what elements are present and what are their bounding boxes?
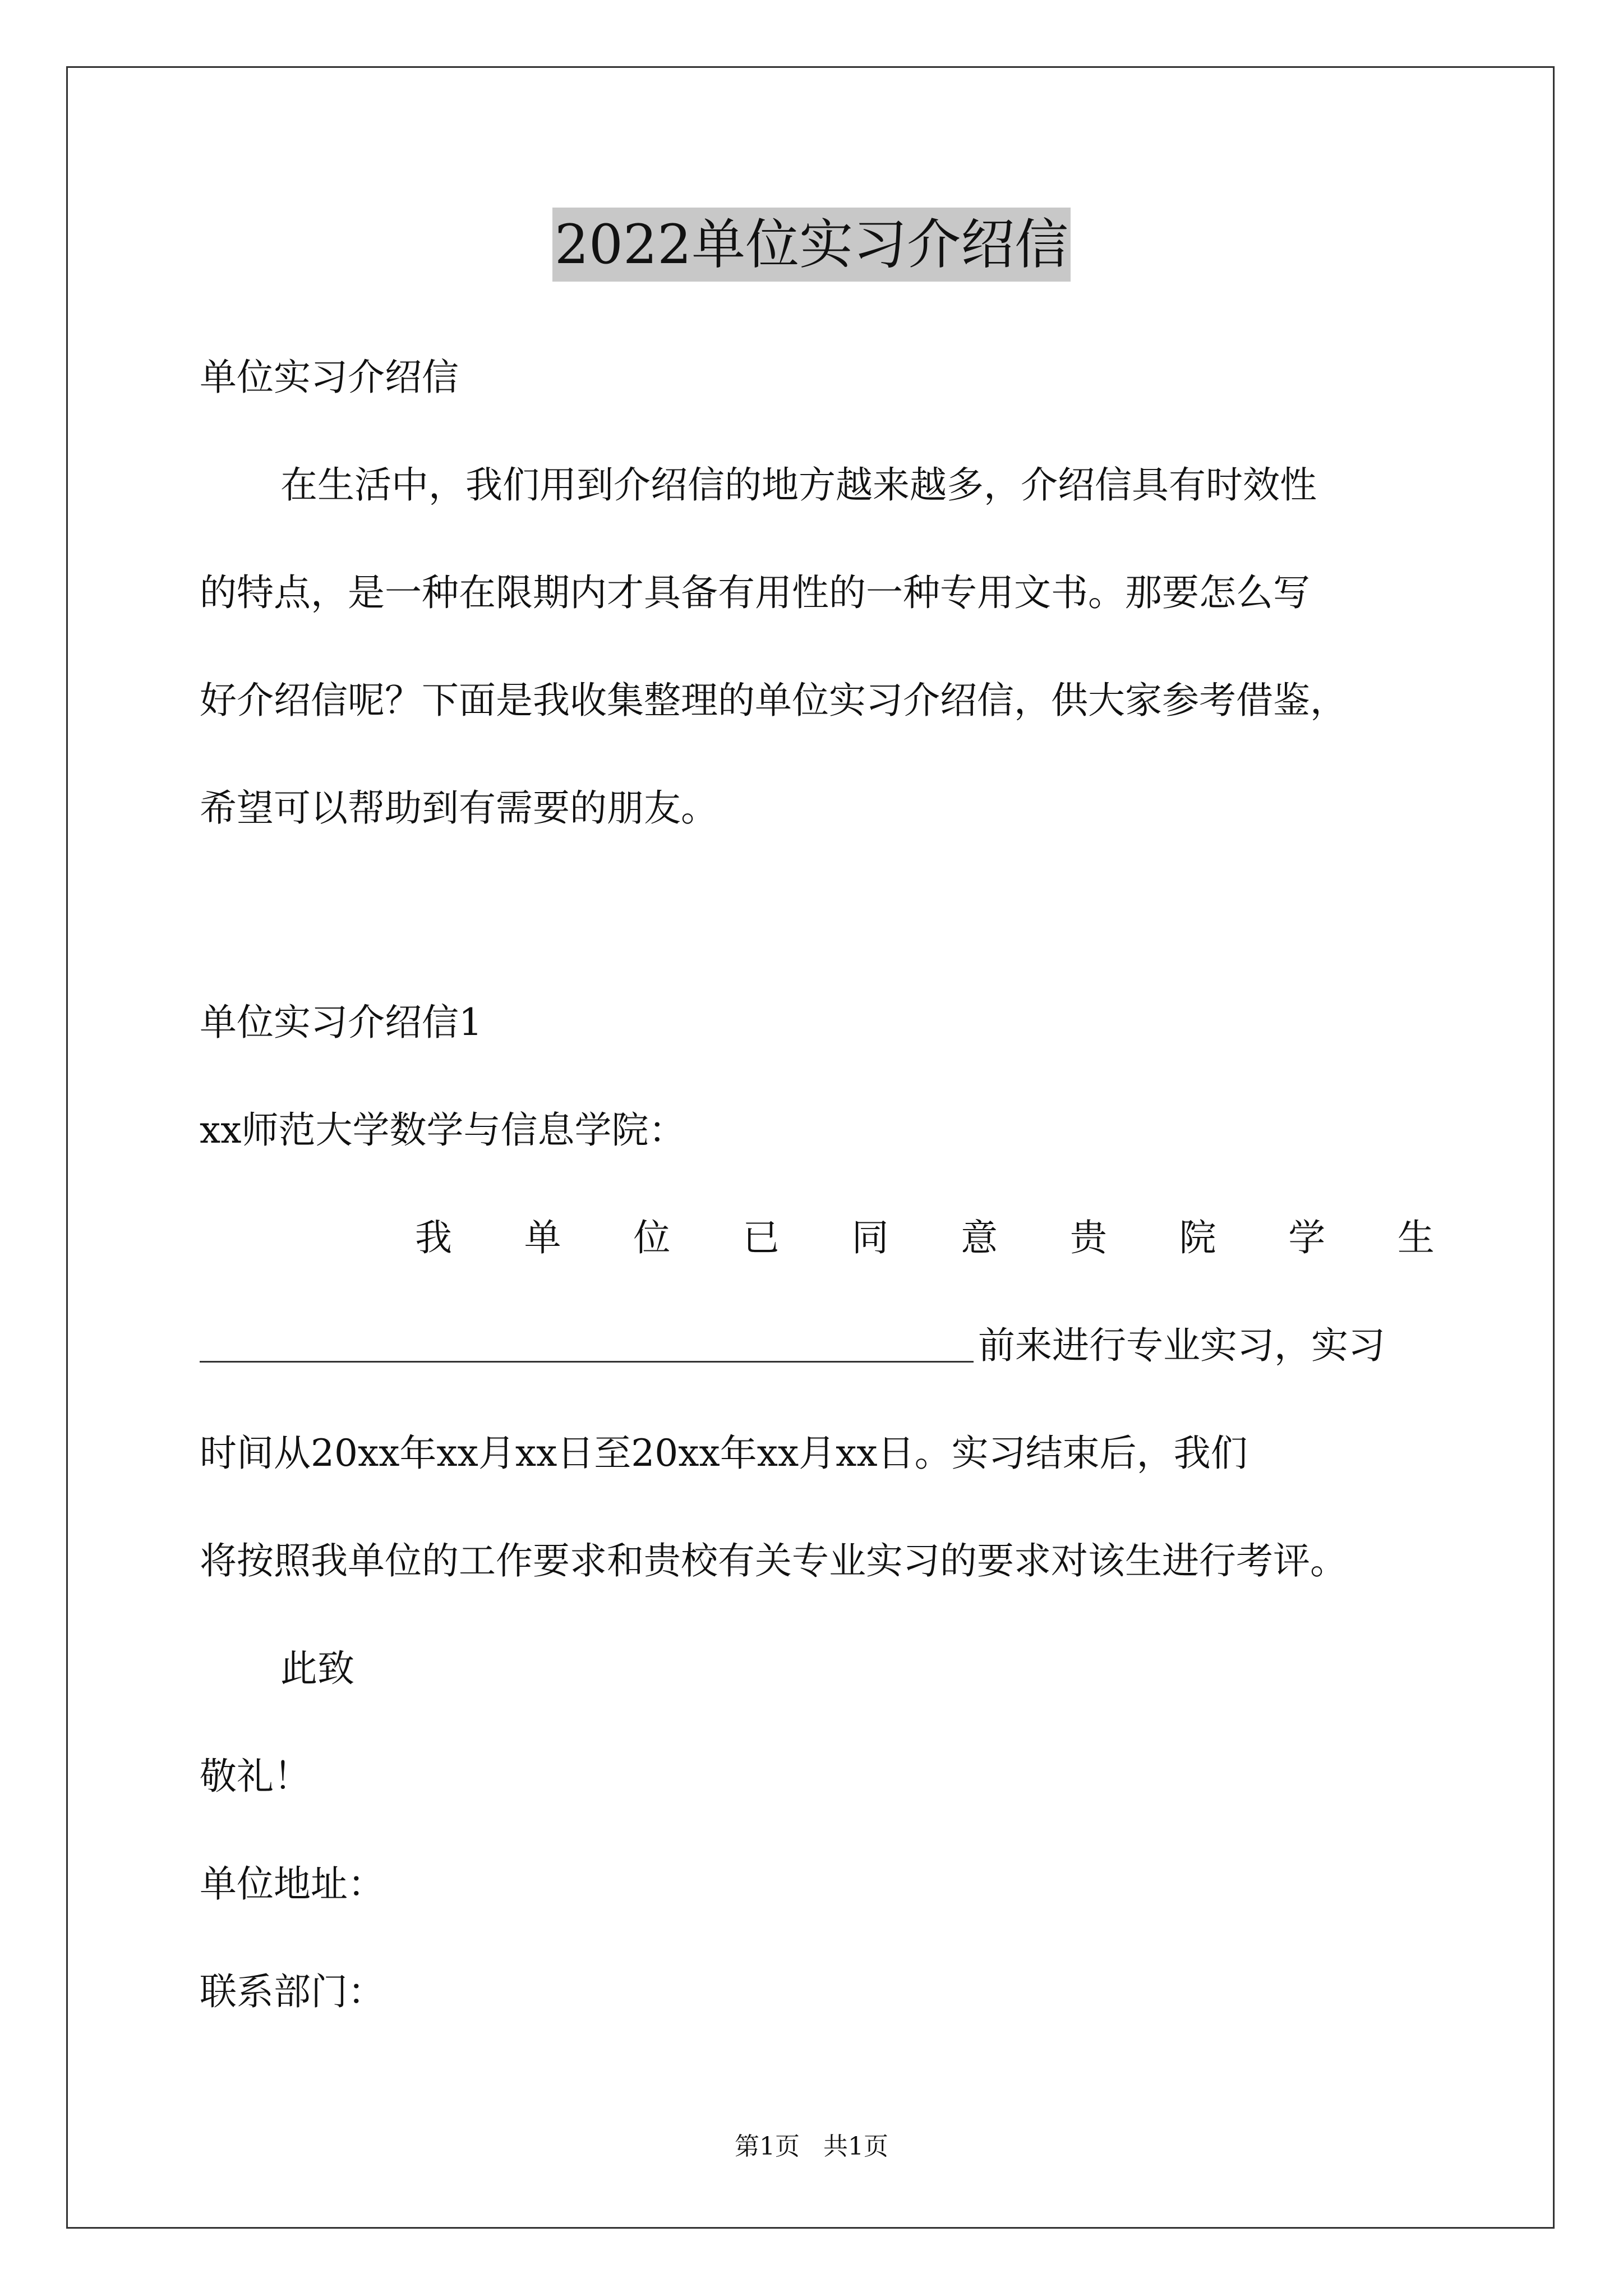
body-line-1: 时间从20xx年xx月xx日至20xx年xx月xx日。实习结束后，我们 [200,1432,1248,1475]
intro-line-4: 希望可以帮助到有需要的朋友。 [200,786,718,830]
body-line-after-blank: 前来进行专业实习，实习 [978,1324,1385,1367]
address-label: 单位地址： [200,1862,385,1906]
spread-char: 位 [633,1216,671,1259]
spread-char: 我 [415,1216,452,1259]
spread-char: 同 [851,1216,889,1259]
body-line-2: 将按照我单位的工作要求和贵校有关专业实习的要求对该生进行考评。 [200,1539,1347,1582]
spread-char: 单 [524,1216,561,1259]
spread-char: 院 [1179,1216,1216,1259]
document-title: 2022单位实习介绍信 [552,208,1071,282]
department-label: 联系部门： [200,1970,385,2013]
salutation: xx师范大学数学与信息学院： [200,1108,686,1152]
closing: 此致 [280,1647,354,1690]
intro-line-2: 的特点，是一种在限期内才具备有用性的一种专用文书。那要怎么写 [200,571,1310,614]
spread-char: 学 [1288,1216,1326,1259]
spread-char: 已 [742,1216,780,1259]
intro-line-1: 在生活中，我们用到介绍信的地方越来越多，介绍信具有时效性 [280,463,1317,507]
spread-char: 生 [1397,1216,1435,1259]
spread-line [415,1213,1435,1263]
title-area [0,208,1623,282]
regards: 敬礼！ [200,1755,311,1798]
fill-in-blank [200,1361,974,1363]
letter-title: 单位实习介绍信1 [200,1001,482,1044]
intro-line-3: 好介绍信呢？下面是我收集整理的单位实习介绍信，供大家参考借鉴， [200,679,1347,722]
spread-char: 意 [961,1216,998,1259]
page-footer: 第1页 共1页 [735,2132,888,2161]
spread-char: 贵 [1069,1216,1107,1259]
section-heading: 单位实习介绍信 [200,356,459,399]
